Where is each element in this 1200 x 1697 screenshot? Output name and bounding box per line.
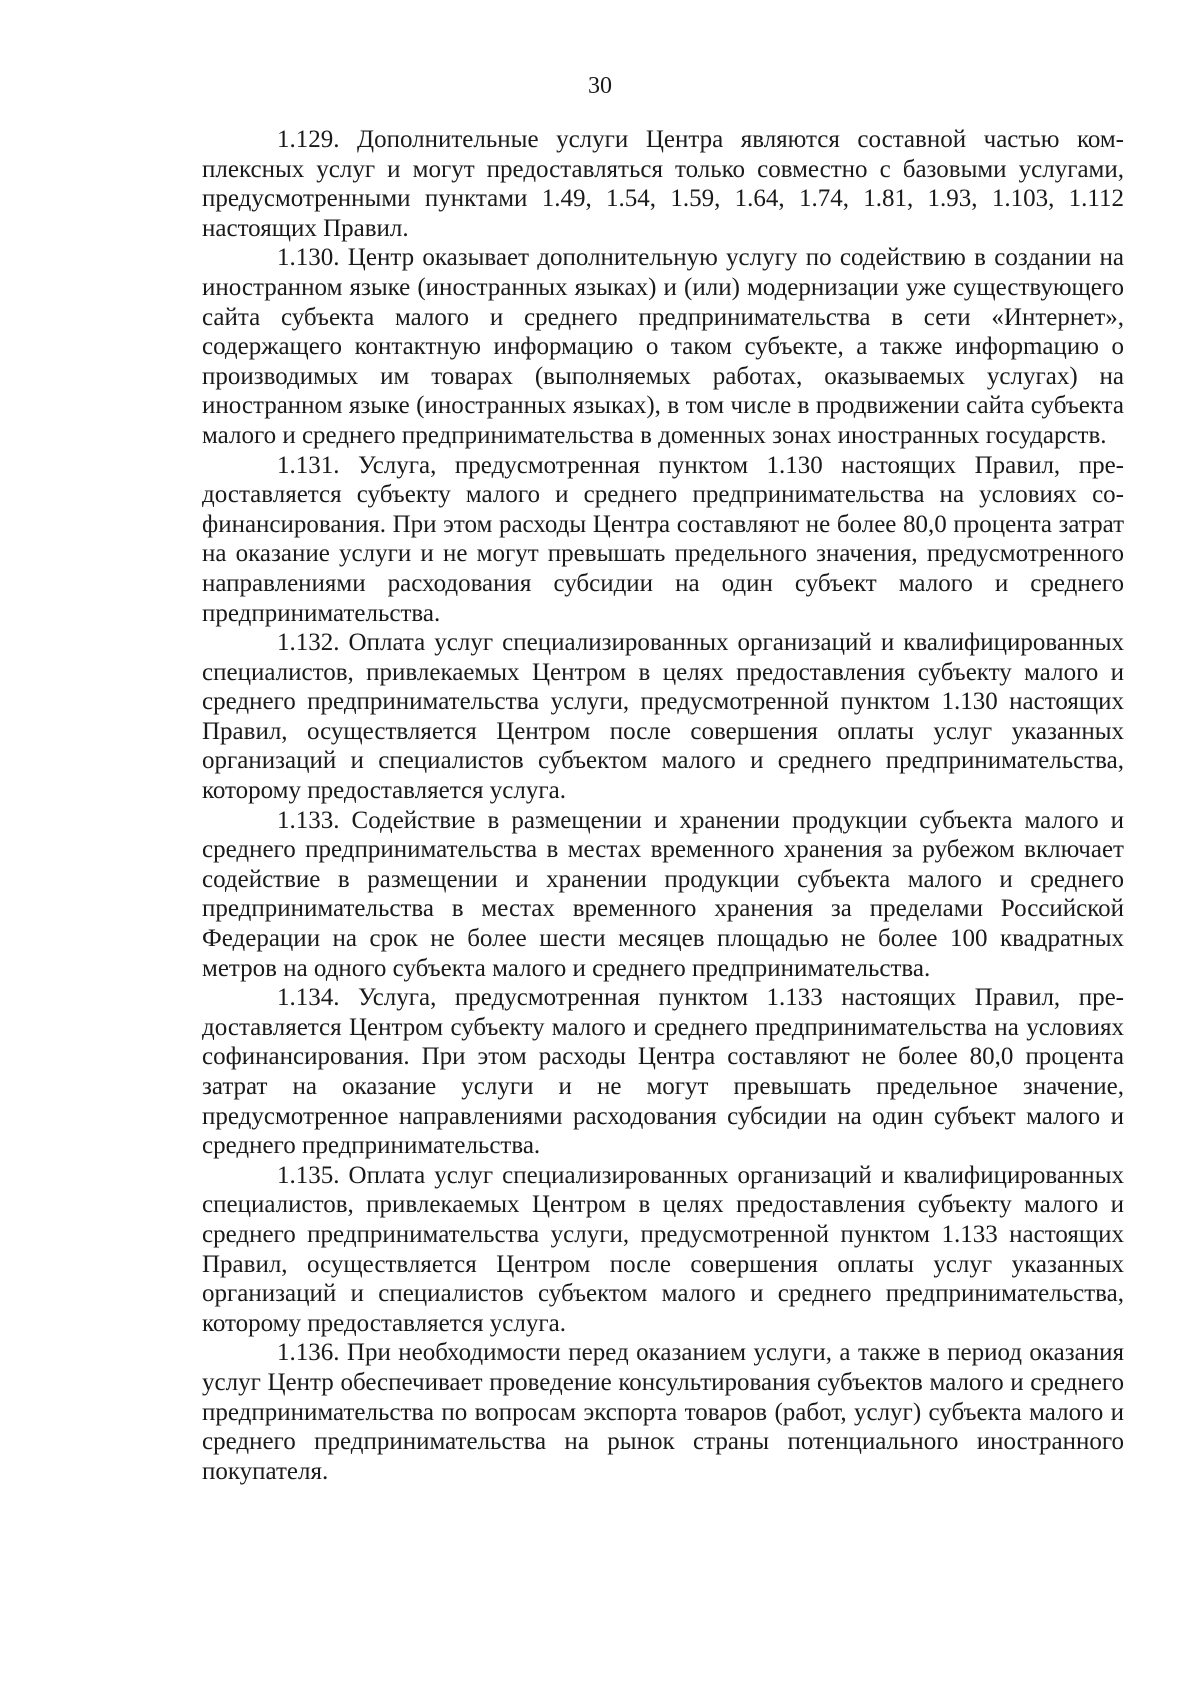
paragraph-1-131: 1.131. Услуга, предусмотренная пунктом 1.130 настоящих Правил, предоставляется субъекту малого и среднего предпринимательства на условиях софинансирования. При этом расходы Центра составляют не более 80,0 процента затрат на оказание услуги и не могут превышать предельного значения, предусмотренного направлениями расходования субсидии на один субъект малого и среднего предпринимательства. <box>202 451 1124 627</box>
paragraph-1-136: 1.136. При необходимости перед оказанием услуги, а также в период оказания услуг Центр обеспечивает проведение консультирования субъектов малого и среднего предпринимательства по вопросам экспорта товаров (работ, услуг) субъекта малого и среднего предпринимательства на рынок страны потенциального иностранного покупателя. <box>202 1339 1124 1485</box>
paragraph-1-133: 1.133. Содействие в размещении и хранении продукции субъекта малого и среднего предпринимательства в местах временного хранения за рубежом включает содействие в размещении и хранении продукции субъекта малого и среднего предпринимательства в местах временного хранения за пределами Российской Федерации на срок не более шести месяцев площадью не более 100 квадратных метров на одного субъекта малого и среднего предпринимательства. <box>202 806 1124 982</box>
page-number: 30 <box>588 73 612 99</box>
paragraph-1-129: 1.129. Дополнительные услуги Центра являются составной частью комплексных услуг и могут предоставляться только совместно с базовыми услугами, предусмотренными пунктами 1.49, 1.54, 1.59, 1.64, 1.74, 1.81, 1.93, 1.103, 1.112 настоящих Правил. <box>202 126 1124 242</box>
paragraph-1-135: 1.135. Оплата услуг специализированных организаций и квалифицированных специалистов, привлекаемых Центром в целях предоставления субъекту малого и среднего предпринимательства услуги, предусмотренной пунктом 1.133 настоящих Правил, осуществляется Центром после совершения оплаты услуг указанных организаций и специалистов субъектом малого и среднего предпринимательства, которому предоставляется услуга. <box>202 1161 1124 1337</box>
paragraph-1-134: 1.134. Услуга, предусмотренная пунктом 1.133 настоящих Правил, предоставляется Центром субъекту малого и среднего предпринимательства на условиях софинансирования. При этом расходы Центра составляют не более 80,0 процента затрат на оказание услуги и не могут превышать предельное значение, предусмотренное направлениями расходования субсидии на один субъект малого и среднего предпринимательства. <box>202 984 1124 1160</box>
paragraph-1-130: 1.130. Центр оказывает дополнительную услугу по содействию в создании на иностранном языке (иностранных языках) и (или) модернизации уже существующего сайта субъекта малого и среднего предпринимательства в сети «Интернет», содержащего контактную информацию о таком субъекте, а также инфорmацию о производимых им товарах (выполняемых работах, оказываемых услугах) на иностранном языке (иностранных языках), в том числе в продвижении сайта субъекта малого и среднего предпринимательства в доменных зонах иностранных государств. <box>202 244 1124 449</box>
document-body <box>202 125 1124 1486</box>
paragraph-1-132: 1.132. Оплата услуг специализированных организаций и квалифицированных специалистов, привлекаемых Центром в целях предоставления субъекту малого и среднего предпринимательства услуги, предусмотренной пунктом 1.130 настоящих Правил, осуществляется Центром после совершения оплаты услуг указанных организаций и специалистов субъектом малого и среднего предпринимательства, которому предоставляется услуга. <box>202 629 1124 805</box>
